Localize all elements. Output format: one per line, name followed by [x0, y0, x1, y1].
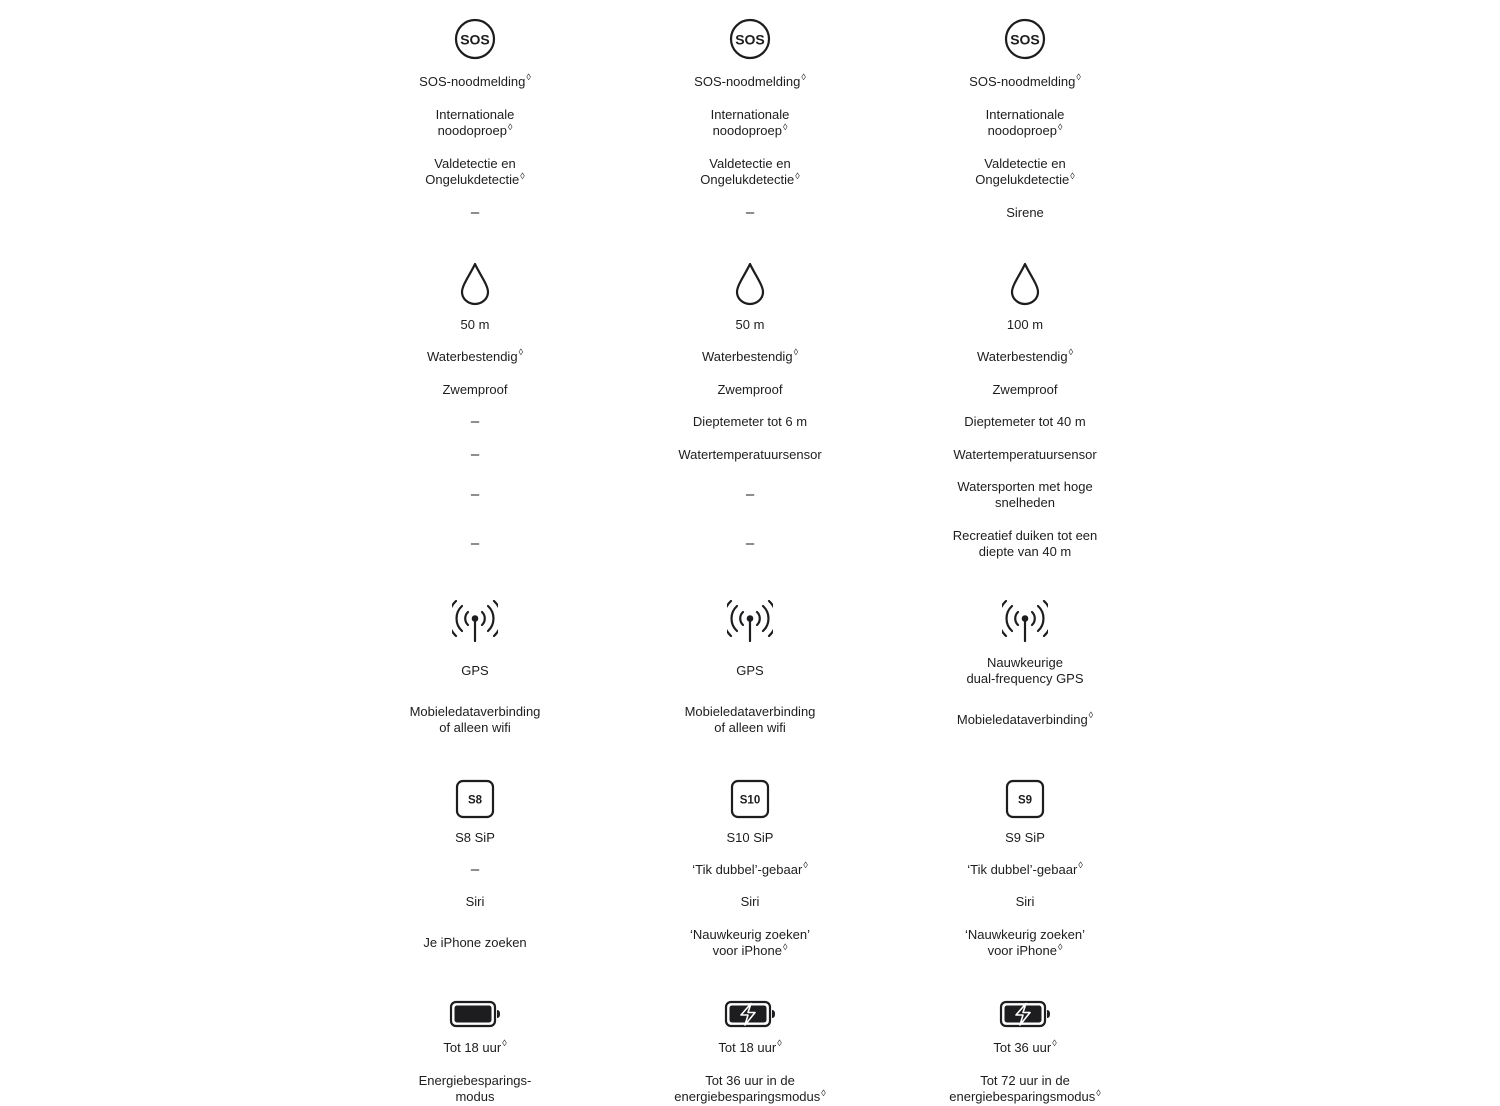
water-feature: Dieptemeter tot 6 m [692, 413, 808, 429]
water-feature: 100 m [1006, 316, 1044, 332]
gps-feature: Nauwkeurige dual-frequency GPS [966, 654, 1084, 686]
water-feature: Waterbestendig◊ [976, 347, 1074, 364]
footnote-mark: ◊ [1057, 121, 1063, 132]
gps-feature: GPS [736, 662, 764, 678]
sos-feature: Valdetectie en Ongelukdetectie◊ [700, 155, 800, 187]
model-column-1 [355, 0, 595, 1106]
chip-icon [630, 779, 870, 819]
footnote-mark: ◊ [1070, 170, 1075, 181]
chip-icon-label: S8 [467, 794, 483, 807]
battery-feature: Tot 36 uur◊ [993, 1038, 1057, 1055]
water-drop-icon [630, 262, 870, 306]
chip-feature: – [470, 860, 480, 878]
water-feature: – [470, 445, 480, 463]
gps-feature: GPS [461, 662, 489, 678]
footnote-mark: ◊ [507, 121, 513, 132]
battery-feature: Tot 36 uur in de energiebesparingsmodus◊ [674, 1072, 826, 1104]
water-drop-icon [905, 262, 1145, 306]
footnote-mark: ◊ [795, 170, 800, 181]
model-column-2 [630, 0, 870, 1106]
battery-feature: Energiebesparings- modus [418, 1072, 532, 1104]
sos-feature: SOS-noodmelding◊ [694, 72, 806, 89]
footnote-mark: ◊ [801, 72, 806, 83]
footnote-mark: ◊ [526, 72, 531, 83]
chip-feature: S10 SiP [726, 829, 774, 845]
footnote-mark: ◊ [803, 860, 808, 871]
water-feature: Watertemperatuursensor [953, 446, 1097, 462]
footnote-mark: ◊ [1052, 1038, 1057, 1049]
chip-feature: ‘Nauwkeurig zoeken’ voor iPhone◊ [690, 926, 810, 958]
sos-icon-label: SOS [735, 31, 765, 48]
water-feature: Waterbestendig◊ [426, 347, 524, 364]
sos-feature: Valdetectie en Ongelukdetectie◊ [425, 155, 525, 187]
chip-feature: Siri [740, 893, 760, 909]
footnote-mark: ◊ [821, 1087, 826, 1098]
sos-icon-label: SOS [1010, 31, 1040, 48]
water-feature: 50 m [460, 316, 490, 332]
sos-feature: Valdetectie en Ongelukdetectie◊ [975, 155, 1075, 187]
sos-feature: SOS-noodmelding◊ [969, 72, 1081, 89]
footnote-mark: ◊ [782, 121, 788, 132]
water-drop-icon [355, 262, 595, 306]
footnote-mark: ◊ [782, 941, 788, 952]
chip-feature: S9 SiP [1005, 829, 1045, 845]
footnote-mark: ◊ [777, 1038, 782, 1049]
antenna-icon [905, 600, 1145, 642]
water-feature: Dieptemeter tot 40 m [964, 413, 1086, 429]
water-feature: Waterbestendig◊ [701, 347, 799, 364]
antenna-icon [630, 600, 870, 642]
sos-icon [630, 18, 870, 60]
water-feature: – [470, 412, 480, 430]
footnote-mark: ◊ [1096, 1087, 1101, 1098]
chip-feature: ‘Tik dubbel’-gebaar◊ [967, 860, 1083, 877]
footnote-mark: ◊ [1076, 72, 1081, 83]
sos-feature: Sirene [1006, 204, 1044, 220]
sos-icon-label: SOS [460, 31, 490, 48]
chip-feature: ‘Nauwkeurig zoeken’ voor iPhone◊ [965, 926, 1085, 958]
battery-feature: Tot 72 uur in de energiebesparingsmodus◊ [949, 1072, 1101, 1104]
sos-feature: Internationale noodoproep◊ [435, 106, 515, 138]
sos-icon [355, 18, 595, 60]
water-feature: Zwemproof [442, 381, 508, 397]
chip-icon-label: S9 [1017, 794, 1033, 807]
footnote-mark: ◊ [793, 347, 799, 358]
battery-icon [355, 998, 595, 1030]
sos-feature: – [745, 203, 755, 221]
footnote-mark: ◊ [502, 1038, 507, 1049]
gps-feature: Mobieledataverbinding of alleen wifi [409, 703, 541, 735]
sos-feature: Internationale noodoproep◊ [985, 106, 1065, 138]
footnote-mark: ◊ [518, 347, 524, 358]
battery-feature: Tot 18 uur◊ [443, 1038, 507, 1055]
sos-icon [905, 18, 1145, 60]
gps-feature: Mobieledataverbinding◊ [956, 710, 1094, 727]
water-feature: – [470, 485, 480, 503]
chip-feature: Je iPhone zoeken [423, 934, 527, 950]
water-feature: Watersporten met hoge snelheden [957, 478, 1093, 510]
chip-icon-label: S10 [739, 794, 761, 807]
footnote-mark: ◊ [1088, 710, 1094, 721]
footnote-mark: ◊ [520, 170, 525, 181]
chip-icon [355, 779, 595, 819]
water-feature: – [745, 534, 755, 552]
battery-charging-icon [905, 998, 1145, 1030]
chip-feature: Siri [465, 893, 485, 909]
chip-icon [905, 779, 1145, 819]
footnote-mark: ◊ [1078, 860, 1083, 871]
water-feature: Zwemproof [992, 381, 1058, 397]
chip-feature: ‘Tik dubbel’-gebaar◊ [692, 860, 808, 877]
antenna-icon [355, 600, 595, 642]
chip-feature: Siri [1015, 893, 1035, 909]
chip-feature: S8 SiP [455, 829, 495, 845]
water-feature: – [745, 485, 755, 503]
footnote-mark: ◊ [1057, 941, 1063, 952]
water-feature: Recreatief duiken tot een diepte van 40 m [952, 527, 1098, 559]
sos-feature: Internationale noodoproep◊ [710, 106, 790, 138]
water-feature: 50 m [735, 316, 765, 332]
battery-charging-icon [630, 998, 870, 1030]
model-column-3 [905, 0, 1145, 1106]
sos-feature: SOS-noodmelding◊ [419, 72, 531, 89]
footnote-mark: ◊ [1068, 347, 1074, 358]
water-feature: Zwemproof [717, 381, 783, 397]
sos-feature: – [470, 203, 480, 221]
water-feature: – [470, 534, 480, 552]
gps-feature: Mobieledataverbinding of alleen wifi [684, 703, 816, 735]
water-feature: Watertemperatuursensor [678, 446, 822, 462]
battery-feature: Tot 18 uur◊ [718, 1038, 782, 1055]
